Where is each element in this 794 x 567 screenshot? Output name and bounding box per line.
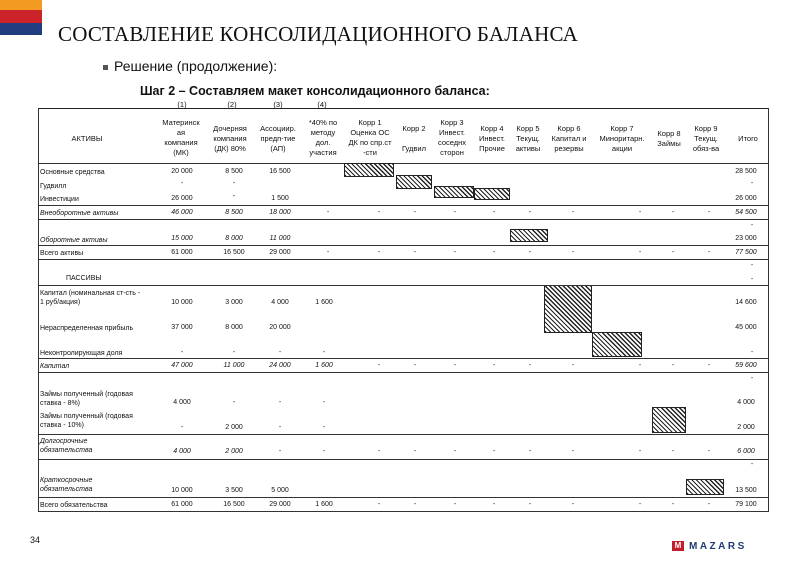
cell: - xyxy=(377,249,381,256)
row-label-oborot: Оборотные активы xyxy=(40,237,108,244)
cell: 15 000 xyxy=(171,235,193,242)
cell: 37 000 xyxy=(171,324,193,331)
cell: 18 000 xyxy=(269,209,291,216)
cell: 3 000 xyxy=(225,299,243,306)
cell: - xyxy=(453,249,457,256)
row-label-vsego-obyaz: Всего обязательства xyxy=(40,502,108,509)
cell: 8 500 xyxy=(225,209,243,216)
subtitle xyxy=(103,58,277,74)
cell: 16 500 xyxy=(223,249,245,256)
cell: 46 000 xyxy=(171,209,193,216)
cell: - xyxy=(413,362,417,369)
total-cell: 2 000 xyxy=(737,424,755,431)
row-divider xyxy=(38,459,768,460)
cell: 61 000 xyxy=(171,501,193,508)
total-cell: 13 500 xyxy=(735,487,757,494)
total-cell: - xyxy=(750,262,754,269)
flag-stripe-orange xyxy=(0,0,42,10)
header-korr8: Корр 8 Займы xyxy=(657,129,681,148)
row-divider xyxy=(38,372,768,373)
cell: - xyxy=(180,349,184,356)
korr7-adjustment-hatch xyxy=(592,332,642,357)
total-cell: - xyxy=(750,276,754,283)
cell: 1 600 xyxy=(315,299,333,306)
cell: 11 000 xyxy=(269,235,291,242)
cell: - xyxy=(671,501,675,508)
row-divider xyxy=(38,285,768,286)
total-cell: 77 500 xyxy=(735,249,757,256)
total-cell: 4 000 xyxy=(737,399,755,406)
table-top-border xyxy=(38,108,768,109)
cell: 61 000 xyxy=(171,249,193,256)
column-number-2: (2) xyxy=(227,100,237,109)
total-cell: - xyxy=(750,461,754,468)
cell: - xyxy=(326,209,330,216)
section-label-passivy: ПАССИВЫ xyxy=(66,275,102,282)
cell: - xyxy=(671,209,675,216)
cell: - xyxy=(528,448,532,455)
header-korr9: Корр 9 Текущ. обяз-ва xyxy=(692,124,720,153)
cell: - xyxy=(638,209,642,216)
cell: - xyxy=(638,501,642,508)
mazars-logo-mark: M xyxy=(672,541,684,551)
cell: 5 000 xyxy=(271,487,289,494)
header-korr1: Корр 1 Оценка ОС ДК по спр.ст -сти xyxy=(348,118,392,157)
cell: - xyxy=(453,501,457,508)
cell: 1 500 xyxy=(271,195,289,202)
page-title: СОСТАВЛЕНИЕ КОНСОЛИДАЦИОННОГО БАЛАНСА xyxy=(58,22,578,46)
cell: - xyxy=(707,448,711,455)
table-right-border xyxy=(768,108,769,512)
korr3-adjustment-hatch xyxy=(434,186,474,198)
cell: 47 000 xyxy=(171,362,193,369)
flag-stripe-navy xyxy=(0,23,42,35)
cell: 10 000 xyxy=(171,299,193,306)
cell: 24 000 xyxy=(269,362,291,369)
cell: 16 500 xyxy=(269,168,291,175)
total-cell: - xyxy=(750,222,754,229)
cell: 29 000 xyxy=(269,249,291,256)
total-cell: 45 000 xyxy=(735,324,757,331)
header-ap: Ассоцииp. предп-тие (АП) xyxy=(260,124,296,153)
cell: 4 000 xyxy=(271,299,289,306)
total-cell: 26 000 xyxy=(735,195,757,202)
cell: - xyxy=(492,209,496,216)
cell: 29 000 xyxy=(269,501,291,508)
table-bottom-border xyxy=(38,511,768,512)
korr1-adjustment-hatch xyxy=(344,163,394,177)
cell: 11 000 xyxy=(223,362,245,369)
row-label-invest: Инвестиции xyxy=(40,196,79,203)
cell: - xyxy=(413,249,417,256)
cell: 4 000 xyxy=(173,448,191,455)
cell: - xyxy=(453,209,457,216)
row-label-zaim-8: Займы полученный (годовая ставка - 8%) xyxy=(40,391,133,407)
korr6-adjustment-hatch xyxy=(544,285,592,333)
row-divider xyxy=(38,245,768,246)
cell: - xyxy=(571,448,575,455)
cell: - xyxy=(492,501,496,508)
cell: - xyxy=(232,349,236,356)
total-cell: 79 100 xyxy=(735,501,757,508)
total-cell: - xyxy=(750,349,754,356)
cell: - xyxy=(377,501,381,508)
cell: - xyxy=(278,349,282,356)
cell: - xyxy=(707,209,711,216)
korr2-adjustment-hatch xyxy=(396,175,432,189)
cell: - xyxy=(492,448,496,455)
total-cell: 59 600 xyxy=(735,362,757,369)
table-left-border xyxy=(38,108,39,512)
cell: - xyxy=(492,362,496,369)
cell: - xyxy=(232,180,236,187)
column-number-4: (4) xyxy=(317,100,327,109)
cell: 1 600 xyxy=(315,501,333,508)
korr5-adjustment-hatch xyxy=(510,229,548,242)
flag-stripe-red xyxy=(0,10,42,23)
cell: - xyxy=(322,424,326,431)
cell: - xyxy=(377,362,381,369)
total-cell: - xyxy=(750,375,754,382)
row-label-vneob: Внеоборотные активы xyxy=(40,210,119,217)
cell: 8 000 xyxy=(225,324,243,331)
row-divider xyxy=(38,219,768,220)
row-label-kapital: Капитал (номинальная ст-сть - 1 руб/акция) xyxy=(40,290,141,306)
row-label-vsego-aktivy: Всего активы xyxy=(40,250,84,257)
row-label-nerasp: Нераспределенная прибыль xyxy=(40,325,134,332)
cell: - xyxy=(671,448,675,455)
row-divider xyxy=(38,497,768,498)
cell: 4 000 xyxy=(173,399,191,406)
cell: - xyxy=(528,501,532,508)
cell: - xyxy=(453,362,457,369)
cell: - xyxy=(232,193,236,200)
cell: - xyxy=(278,448,282,455)
total-cell: 14 600 xyxy=(735,299,757,306)
korr9-adjustment-hatch xyxy=(686,479,724,495)
cell: - xyxy=(413,209,417,216)
cell: - xyxy=(322,399,326,406)
cell: - xyxy=(180,424,184,431)
cell: - xyxy=(528,249,532,256)
row-divider xyxy=(38,205,768,206)
cell: 10 000 xyxy=(171,487,193,494)
header-total: Итого xyxy=(738,134,758,143)
cell: - xyxy=(571,209,575,216)
cell: - xyxy=(278,424,282,431)
cell: - xyxy=(413,448,417,455)
cell: - xyxy=(707,501,711,508)
header-korr2: Корр 2 Гудвил xyxy=(402,124,426,153)
cell: - xyxy=(322,349,326,356)
header-korr4: Корр 4 Инвест. Прочие xyxy=(478,124,506,153)
cell: - xyxy=(671,362,675,369)
cell: - xyxy=(453,448,457,455)
cell: 3 500 xyxy=(225,487,243,494)
row-label-goodwill: Гудвилл xyxy=(40,183,67,190)
header-equity-method: *40% по методу дол. участия xyxy=(308,118,338,157)
page-number: 34 xyxy=(30,535,41,545)
bullet-icon xyxy=(103,65,108,70)
total-cell: - xyxy=(750,180,754,187)
cell: - xyxy=(638,448,642,455)
cell: 26 000 xyxy=(171,195,193,202)
total-cell: 28 500 xyxy=(735,168,757,175)
cell: - xyxy=(326,249,330,256)
header-mk: Материнск ая компания (МК) xyxy=(162,118,200,157)
header-bottom-border xyxy=(38,163,768,164)
header-aktivy: АКТИВЫ xyxy=(71,134,103,143)
cell: 20 000 xyxy=(269,324,291,331)
cell: 20 000 xyxy=(171,168,193,175)
row-label-os: Основные средства xyxy=(40,169,105,176)
cell: - xyxy=(707,249,711,256)
cell: - xyxy=(322,448,326,455)
cell: - xyxy=(571,249,575,256)
row-label-kratk: Краткосрочные обязательства xyxy=(40,477,93,493)
total-cell: 54 500 xyxy=(735,209,757,216)
header-dk: Дочерняя компания (ДК) 80% xyxy=(213,124,247,153)
cell: 8 500 xyxy=(225,168,243,175)
header-korr5: Корр 5 Текущ. активы xyxy=(515,124,541,153)
cell: - xyxy=(377,209,381,216)
cell: 1 600 xyxy=(315,362,333,369)
cell: - xyxy=(413,501,417,508)
cell: - xyxy=(571,501,575,508)
column-number-1: (1) xyxy=(177,100,187,109)
cell: - xyxy=(528,209,532,216)
cell: - xyxy=(571,362,575,369)
row-divider xyxy=(38,259,768,260)
cell: - xyxy=(528,362,532,369)
total-cell: 6 000 xyxy=(737,448,755,455)
row-divider xyxy=(38,434,768,435)
total-cell: 23 000 xyxy=(735,235,757,242)
header-korr7: Корр 7 Миноритарн. акции xyxy=(599,124,645,153)
cell: 2 000 xyxy=(225,448,243,455)
row-label-kapital-total: Капитал xyxy=(40,363,70,370)
row-label-zaim-10: Займы полученный (годовая ставка - 10%) xyxy=(40,413,133,429)
step-heading: Шаг 2 – Составляем макет консолидационного баланса: xyxy=(140,84,490,98)
header-korr6: Корр 6 Капитал и резервы xyxy=(551,124,587,153)
row-divider xyxy=(38,358,768,359)
cell: - xyxy=(707,362,711,369)
cell: - xyxy=(377,448,381,455)
cell: - xyxy=(638,249,642,256)
cell: - xyxy=(232,399,236,406)
cell: 16 500 xyxy=(223,501,245,508)
cell: - xyxy=(671,249,675,256)
row-label-dolg: Долгосрочные обязательства xyxy=(40,438,93,454)
mazars-logo-text: MAZARS xyxy=(689,541,747,552)
korr8-adjustment-hatch xyxy=(652,407,686,433)
cell: - xyxy=(492,249,496,256)
cell: - xyxy=(638,362,642,369)
cell: 8 000 xyxy=(225,235,243,242)
row-label-nekontr: Неконтролирующая доля xyxy=(40,350,123,357)
column-number-3: (3) xyxy=(273,100,283,109)
header-korr3: Корр 3 Инвест. соседнх сторон xyxy=(437,118,467,157)
subtitle-text: Решение (продолжение): xyxy=(114,58,278,74)
korr4-adjustment-hatch xyxy=(474,188,510,200)
cell: - xyxy=(180,180,184,187)
cell: - xyxy=(278,399,282,406)
cell: 2 000 xyxy=(225,424,243,431)
